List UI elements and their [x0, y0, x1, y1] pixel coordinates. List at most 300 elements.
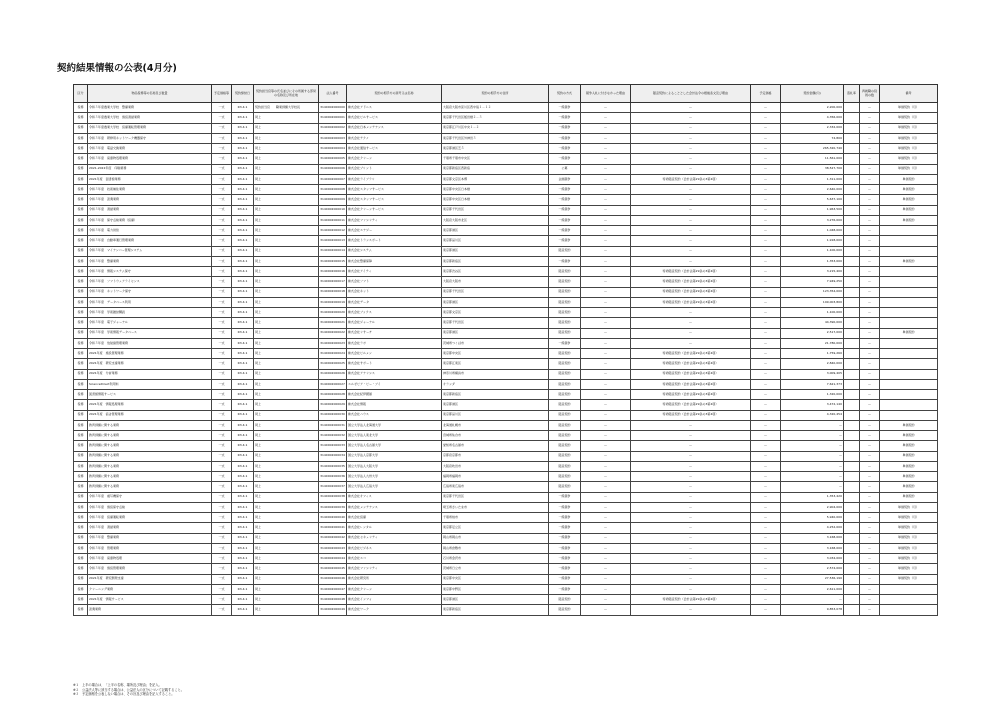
table-cell	[844, 482, 860, 492]
table-row	[74, 400, 938, 410]
table-cell	[844, 308, 860, 318]
table-cell: —	[860, 461, 880, 471]
table-cell: —	[751, 236, 781, 246]
table-cell: 同上	[254, 513, 319, 523]
table-cell: 役務	[74, 308, 88, 318]
table-cell: —	[860, 595, 880, 605]
table-cell: 役務	[74, 451, 88, 461]
table-cell: —	[631, 451, 751, 461]
table-cell: —	[581, 297, 631, 307]
table-cell: 役務	[74, 277, 88, 287]
table-cell: —	[631, 492, 751, 502]
table-cell: 福岡県福岡市	[442, 472, 549, 482]
table-cell: 図書館情報サービス	[88, 390, 212, 400]
table-cell	[880, 236, 938, 246]
table-row	[74, 595, 938, 605]
column-header: 予定価格等	[212, 85, 232, 103]
table-cell: —	[581, 113, 631, 123]
table-cell: 株式会社研究所	[347, 574, 442, 584]
table-cell: —	[581, 328, 631, 338]
table-cell: 役務	[74, 113, 88, 123]
table-cell: —	[751, 492, 781, 502]
table-cell: 同上	[254, 564, 319, 574]
table-row	[74, 236, 938, 246]
table-cell: —	[581, 564, 631, 574]
table-cell: 3140002000012	[319, 226, 347, 236]
table-cell: —	[581, 215, 631, 225]
table-cell: 3140002000018	[319, 287, 347, 297]
table-cell: 東京都千代田区	[442, 492, 549, 502]
table-cell: 3140002000040	[319, 513, 347, 523]
table-cell: R3.4.1	[232, 533, 254, 543]
column-header: 契約担当官等の氏名並びにその所属する部局の名称及び所在地	[254, 85, 319, 103]
table-row	[74, 420, 938, 430]
table-row	[74, 451, 938, 461]
table-cell: —	[581, 451, 631, 461]
table-cell: —	[631, 123, 751, 133]
table-cell: 随意契約	[549, 277, 581, 287]
table-cell: 2,200,000	[781, 103, 844, 113]
table-cell: —	[860, 215, 880, 225]
table-row	[74, 297, 938, 307]
table-cell: —	[631, 513, 751, 523]
table-cell: 株式会社トランスポート	[347, 236, 442, 246]
table-cell: 1,100,000	[781, 246, 844, 256]
table-row	[74, 338, 938, 348]
table-cell: 教育訓練に関する業務	[88, 461, 212, 471]
table-cell: —	[581, 441, 631, 451]
table-cell: 教育訓練に関する業務	[88, 420, 212, 430]
table-cell: R3.4.1	[232, 318, 254, 328]
table-cell: 茨城県日立市	[442, 564, 549, 574]
table-cell: 随意契約	[549, 297, 581, 307]
table-cell: 単価契約（月）	[880, 543, 938, 553]
table-row	[74, 543, 938, 553]
column-header: 競争入札に付さなかった理由	[581, 85, 631, 103]
table-cell: —	[860, 123, 880, 133]
table-row	[74, 195, 938, 205]
column-header: 物品役務等の名称及び数量	[88, 85, 212, 103]
table-cell: 同上	[254, 379, 319, 389]
table-cell: —	[781, 595, 844, 605]
table-cell: —	[751, 338, 781, 348]
table-cell: —	[751, 564, 781, 574]
table-row	[74, 246, 938, 256]
table-cell: 単価契約	[880, 195, 938, 205]
table-cell: 一式	[212, 287, 232, 297]
table-cell: 株式会社アナリシス	[347, 369, 442, 379]
table-cell: —	[581, 338, 631, 348]
table-cell: 令和３年度 電力供給	[88, 226, 212, 236]
table-cell: —	[860, 441, 880, 451]
table-cell: 3140002000004	[319, 144, 347, 154]
table-cell: —	[860, 256, 880, 266]
table-cell: 3140002000020	[319, 308, 347, 318]
table-cell: 同上	[254, 605, 319, 615]
table-cell: 役務	[74, 441, 88, 451]
table-cell: —	[631, 113, 751, 123]
table-cell: 3,034,000	[781, 554, 844, 564]
table-cell: 同上	[254, 472, 319, 482]
table-cell: 国立大学法人北海道大学	[347, 420, 442, 430]
table-cell: 東京都千代田区	[442, 287, 549, 297]
table-cell: 3140002000011	[319, 215, 347, 225]
table-cell: 単価契約	[880, 174, 938, 184]
table-cell: 特命随意契約（会計法第29条の3第4項）	[631, 390, 751, 400]
table-cell: —	[751, 461, 781, 471]
table-cell: 一式	[212, 297, 232, 307]
table-cell: 随意契約	[549, 451, 581, 461]
table-cell: —	[581, 400, 631, 410]
table-cell: 令和３年度 清掃業務	[88, 205, 212, 215]
table-cell: 株式会社ビルサービス	[347, 113, 442, 123]
table-cell: 同上	[254, 554, 319, 564]
table-cell: 随意契約	[549, 246, 581, 256]
table-cell: 役務	[74, 359, 88, 369]
table-cell: 随意契約	[549, 472, 581, 482]
table-cell: —	[581, 420, 631, 430]
table-cell: 令和３年度 ネットワーク保守	[88, 287, 212, 297]
table-cell: 2021年度 宿舎管理業務	[88, 410, 212, 420]
table-cell: 一式	[212, 369, 232, 379]
table-cell: 3140002000033	[319, 441, 347, 451]
table-cell: —	[581, 195, 631, 205]
table-cell: 同上	[254, 431, 319, 441]
table-cell: 大阪府大阪市北区	[442, 215, 549, 225]
table-cell: 株式会社テクノ	[347, 133, 442, 143]
table-cell: —	[631, 420, 751, 430]
table-cell: 同上	[254, 308, 319, 318]
table-cell: 随意契約	[549, 308, 581, 318]
table-cell: —	[860, 564, 880, 574]
table-cell: 2021年度 情報処理業務	[88, 400, 212, 410]
table-cell: 単価契約（月）	[880, 154, 938, 164]
table-cell	[880, 338, 938, 348]
table-cell: —	[631, 154, 751, 164]
table-cell: —	[860, 482, 880, 492]
table-cell: 同上	[254, 349, 319, 359]
table-cell: 役務	[74, 164, 88, 174]
table-cell: 4,356,000	[781, 113, 844, 123]
table-cell: 特命随意契約（会計法第29条の3第4項）	[631, 379, 751, 389]
table-cell: —	[581, 605, 631, 615]
table-cell: —	[751, 482, 781, 492]
table-row	[74, 318, 938, 328]
table-cell: 随意契約	[549, 400, 581, 410]
table-cell: 役務	[74, 256, 88, 266]
table-cell	[844, 287, 860, 297]
table-cell: 一般競争	[549, 226, 581, 236]
table-cell: —	[860, 103, 880, 113]
table-cell: 一式	[212, 523, 232, 533]
table-cell: 特命随意契約（会計法第29条の3第4項）	[631, 359, 751, 369]
table-cell: 役務	[74, 338, 88, 348]
table-cell: —	[860, 174, 880, 184]
table-cell: 5,637,100	[781, 195, 844, 205]
table-cell: 1,353,420	[781, 492, 844, 502]
table-row	[74, 215, 938, 225]
table-cell: 同上	[254, 164, 319, 174]
table-cell: 随意契約	[549, 287, 581, 297]
table-cell: —	[581, 543, 631, 553]
table-cell: —	[751, 287, 781, 297]
table-cell: 一式	[212, 574, 232, 584]
table-cell: —	[581, 379, 631, 389]
table-cell: —	[860, 513, 880, 523]
table-cell: 令和３年度 データベース利用	[88, 297, 212, 307]
table-cell: 株式会社ネット	[347, 287, 442, 297]
table-cell: —	[581, 492, 631, 502]
table-cell: 東京都品川区	[442, 236, 549, 246]
table-cell: —	[751, 359, 781, 369]
table-cell: R3.4.1	[232, 338, 254, 348]
table-cell: 3140002000010	[319, 205, 347, 215]
table-cell: 2021年度 図書館業務	[88, 174, 212, 184]
table-cell: —	[751, 205, 781, 215]
table-cell: 単価契約	[880, 205, 938, 215]
table-cell: 44,390,000	[781, 318, 844, 328]
table-cell: 令和３年度 放射線管理業務	[88, 338, 212, 348]
table-cell: 一式	[212, 420, 232, 430]
table-cell: 3,472,140	[781, 400, 844, 410]
table-row	[74, 205, 938, 215]
table-cell: 一式	[212, 328, 232, 338]
table-cell: 令和３年度 派遣業務	[88, 195, 212, 205]
table-cell: 3,009,405	[781, 369, 844, 379]
table-cell: 一式	[212, 410, 232, 420]
table-cell: R3.4.1	[232, 185, 254, 195]
table-cell: 一般競争	[549, 513, 581, 523]
table-cell: —	[631, 543, 751, 553]
table-cell	[844, 441, 860, 451]
table-cell: 3,215,400	[781, 267, 844, 277]
table-cell: 同上	[254, 369, 319, 379]
table-cell	[844, 205, 860, 215]
table-row	[74, 113, 938, 123]
table-cell: 東京都中央区日本橋	[442, 185, 549, 195]
table-cell	[844, 420, 860, 430]
table-cell: 国立大学法人京都大学	[347, 451, 442, 461]
table-cell: 株式会社警備保障	[347, 256, 442, 266]
table-cell: 東京都新宿区	[442, 390, 549, 400]
table-cell	[880, 400, 938, 410]
table-cell	[844, 564, 860, 574]
table-cell: 一般競争	[549, 554, 581, 564]
table-cell: 公募	[549, 164, 581, 174]
table-cell: R3.4.1	[232, 267, 254, 277]
table-cell: 国立大学法人九州大学	[347, 472, 442, 482]
table-cell: 特命随意契約（会計法第29条の3第4項）	[631, 267, 751, 277]
column-header: 備考	[880, 85, 938, 103]
table-cell: —	[631, 308, 751, 318]
table-cell: R3.4.1	[232, 554, 254, 564]
table-cell: 国立大学法人大阪大学	[347, 461, 442, 471]
table-cell: R3.4.1	[232, 369, 254, 379]
table-cell: —	[860, 133, 880, 143]
table-cell: —	[581, 133, 631, 143]
table-cell: 宮城県仙台市	[442, 431, 549, 441]
table-cell: 随意契約	[549, 461, 581, 471]
table-cell: 東京都千代田区	[442, 205, 549, 215]
table-cell: 役務	[74, 410, 88, 420]
table-cell: —	[860, 472, 880, 482]
table-cell: 単価契約（月）	[880, 144, 938, 154]
table-cell	[844, 215, 860, 225]
table-cell: 令和３年度農業大学校 設備運転管理業務	[88, 123, 212, 133]
table-cell: 一式	[212, 554, 232, 564]
table-cell	[844, 318, 860, 328]
table-cell: 123,354,000	[781, 287, 844, 297]
table-header-row	[74, 85, 938, 103]
table-cell: 役務	[74, 185, 88, 195]
table-cell	[880, 308, 938, 318]
table-cell: 同上	[254, 256, 319, 266]
table-row	[74, 277, 938, 287]
table-cell: 東京都港区	[442, 328, 549, 338]
table-cell: 株式会社クリーンサービス	[347, 205, 442, 215]
table-cell: 3,168,000	[781, 533, 844, 543]
table-cell: 単価契約（月）	[880, 103, 938, 113]
table-cell: R3.4.1	[232, 133, 254, 143]
table-cell: —	[751, 523, 781, 533]
table-cell: 役務	[74, 195, 88, 205]
table-cell: —	[631, 431, 751, 441]
table-cell: 一式	[212, 338, 232, 348]
table-cell: 東京都新宿区	[442, 256, 549, 266]
table-cell	[844, 195, 860, 205]
table-cell: 役務	[74, 390, 88, 400]
table-cell: 国立大学法人広島大学	[347, 482, 442, 492]
table-cell: 役務	[74, 349, 88, 359]
table-cell: —	[581, 174, 631, 184]
table-row	[74, 308, 938, 318]
table-cell: 3140002000009	[319, 195, 347, 205]
table-cell	[880, 595, 938, 605]
table-cell: 3140002000015	[319, 256, 347, 266]
table-cell: 教育訓練に関する業務	[88, 451, 212, 461]
table-cell: R3.4.1	[232, 328, 254, 338]
table-cell: 特命随意契約（会計法第29条の3第4項）	[631, 595, 751, 605]
table-cell: 21,780,000	[781, 338, 844, 348]
table-cell: 3140002000024	[319, 349, 347, 359]
table-cell: —	[751, 451, 781, 461]
table-row	[74, 379, 938, 389]
table-cell: 同上	[254, 236, 319, 246]
table-cell: 3140002000038	[319, 492, 347, 502]
table-cell: 大阪府吹田市	[442, 461, 549, 471]
table-cell: 令和３年度 自動車運行管理業務	[88, 236, 212, 246]
table-cell: —	[751, 308, 781, 318]
table-cell: 役務	[74, 564, 88, 574]
table-cell: —	[751, 369, 781, 379]
table-cell: オランダ	[442, 379, 549, 389]
table-cell: —	[781, 451, 844, 461]
table-cell: 2,640,000	[781, 185, 844, 195]
table-cell: 役務	[74, 287, 88, 297]
table-cell: 一式	[212, 451, 232, 461]
table-row	[74, 267, 938, 277]
table-cell: 株式会社インフォ	[347, 595, 442, 605]
table-cell: —	[860, 502, 880, 512]
table-cell: —	[860, 154, 880, 164]
table-cell: —	[631, 533, 751, 543]
table-cell: 3140002000017	[319, 277, 347, 287]
table-cell: 一式	[212, 164, 232, 174]
table-cell: 株式会社オフィス	[347, 492, 442, 502]
table-cell: —	[860, 205, 880, 215]
table-cell: —	[781, 420, 844, 430]
table-cell: 一般競争	[549, 195, 581, 205]
table-cell: 役務	[74, 123, 88, 133]
table-cell: 株式会社システム	[347, 246, 442, 256]
table-cell: —	[751, 267, 781, 277]
table-cell: 一式	[212, 543, 232, 553]
table-cell: R3.4.1	[232, 574, 254, 584]
table-cell: 単価契約（月）	[880, 564, 938, 574]
table-row	[74, 144, 938, 154]
table-row	[74, 472, 938, 482]
table-cell	[844, 277, 860, 287]
table-cell: —	[860, 431, 880, 441]
table-cell: 株式会社ハウス	[347, 410, 442, 420]
table-cell: 2,517,000	[781, 328, 844, 338]
table-cell	[880, 226, 938, 236]
table-cell: 3,168,000	[781, 543, 844, 553]
table-cell: 一般競争	[549, 533, 581, 543]
table-cell: —	[751, 144, 781, 154]
table-cell: 役務	[74, 246, 88, 256]
table-cell: —	[631, 256, 751, 266]
table-cell: 令和３年度 電子ジャーナル	[88, 318, 212, 328]
table-cell: 株式会社エナジー	[347, 226, 442, 236]
table-cell: 同上	[254, 154, 319, 164]
table-cell: R3.4.1	[232, 461, 254, 471]
table-cell: —	[751, 574, 781, 584]
table-cell: クリーニング業務	[88, 584, 212, 594]
table-cell	[844, 595, 860, 605]
table-cell: 2,332,000	[781, 123, 844, 133]
table-row	[74, 359, 938, 369]
table-cell: 東京都港区	[442, 246, 549, 256]
table-cell: 一般競争	[549, 215, 581, 225]
table-cell: 愛知県名古屋市	[442, 441, 549, 451]
table-cell: 単価契約	[880, 328, 938, 338]
table-cell: —	[631, 103, 751, 113]
table-cell: R3.4.1	[232, 123, 254, 133]
table-cell: 3140002000039	[319, 502, 347, 512]
table-cell: 11,561,000	[781, 154, 844, 164]
table-cell: 3140002000000	[319, 103, 347, 113]
table-cell: 単価契約（月）	[880, 502, 938, 512]
table-cell: 3140002000006	[319, 164, 347, 174]
table-cell: 1,759,260	[781, 349, 844, 359]
table-cell: 東京都新宿区	[442, 605, 549, 615]
table-cell	[844, 523, 860, 533]
table-cell: 3140002000036	[319, 472, 347, 482]
table-cell	[844, 605, 860, 615]
table-cell: 同上	[254, 144, 319, 154]
table-cell: 単価契約	[880, 451, 938, 461]
table-cell	[844, 502, 860, 512]
table-cell: 株式会社プリント	[347, 164, 442, 174]
table-cell: —	[751, 195, 781, 205]
table-row	[74, 349, 938, 359]
table-cell: 役務	[74, 492, 88, 502]
table-cell: R3.4.1	[232, 154, 254, 164]
table-cell: —	[631, 328, 751, 338]
table-cell: 令和３年度 廃棄物処理業務	[88, 154, 212, 164]
table-cell: 同上	[254, 174, 319, 184]
